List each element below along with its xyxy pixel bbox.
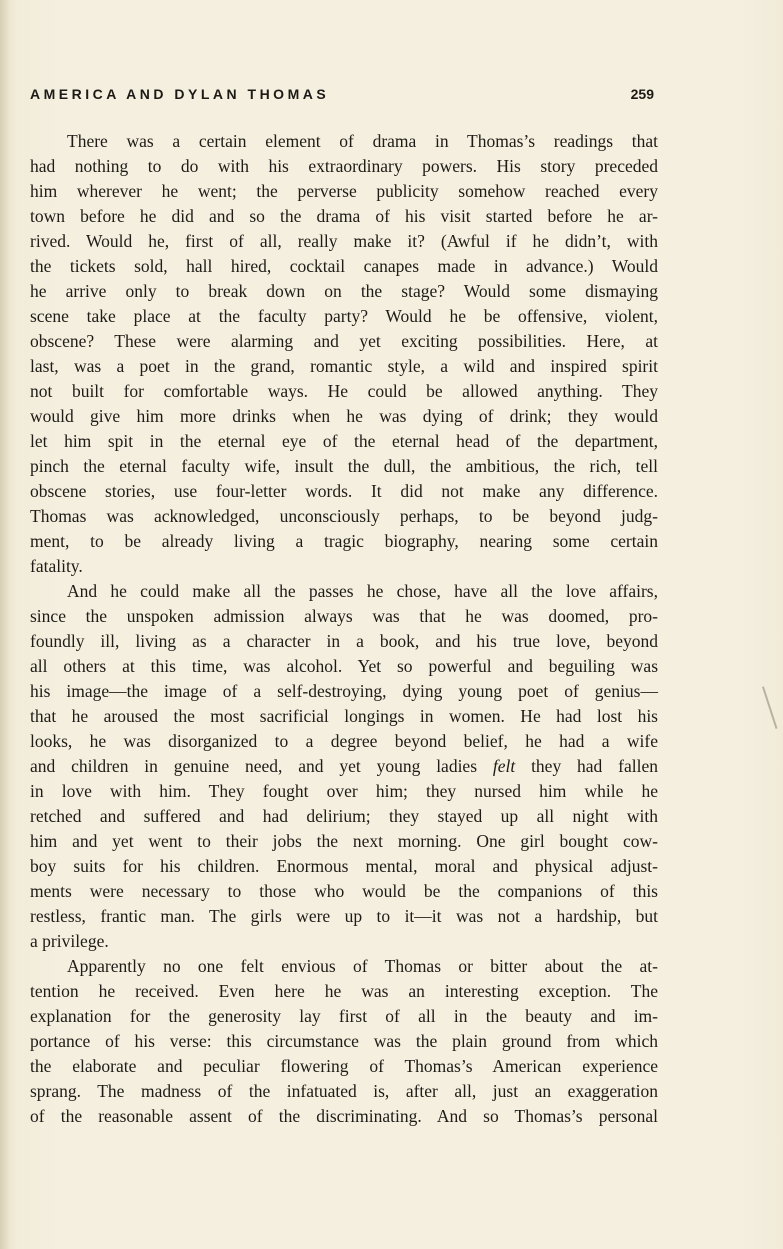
body-text xyxy=(30,129,658,1129)
emphasis-felt: felt xyxy=(492,756,516,776)
text-line: town before he did and so the drama of his visit started before he ar- xyxy=(30,206,658,226)
text-line: of the reasonable assent of the discriminating. And so Thomas’s personal xyxy=(30,1106,658,1126)
paragraph-2 xyxy=(30,579,658,954)
page-number: 259 xyxy=(630,86,654,102)
text-line: ments were necessary to those who would be the companions of this xyxy=(30,881,658,901)
text-line: foundly ill, living as a character in a book, and his true love, beyond xyxy=(30,631,658,651)
text-line: fatality. xyxy=(30,556,83,576)
text-line: looks, he was disorganized to a degree beyond belief, he had a wife xyxy=(30,731,658,751)
text-line: the tickets sold, hall hired, cocktail canapes made in advance.) Would xyxy=(30,256,658,276)
text-line: he arrive only to break down on the stage? Would some dismaying xyxy=(30,281,658,301)
text-line: obscene stories, use four-letter words. It did not make any difference. xyxy=(30,481,658,501)
text-line: restless, frantic man. The girls were up to it—it was not a hardship, but xyxy=(30,906,658,926)
text-line: scene take place at the faculty party? Would he be offensive, violent, xyxy=(30,306,658,326)
text-line: pinch the eternal faculty wife, insult the dull, the ambitious, the rich, tell xyxy=(30,456,658,476)
text-line: There was a certain element of drama in Thomas’s readings that xyxy=(67,131,658,151)
paragraph-1 xyxy=(30,129,658,579)
text-line: portance of his verse: this circumstance was the plain ground from which xyxy=(30,1031,658,1051)
text-line: the elaborate and peculiar flowering of Thomas’s American experience xyxy=(30,1056,658,1076)
text-line: let him spit in the eternal eye of the eternal head of the department, xyxy=(30,431,658,451)
text-line: in love with him. They fought over him; they nursed him while he xyxy=(30,781,658,801)
text-line: that he aroused the most sacrificial longings in women. He had lost his xyxy=(30,706,658,726)
stray-pencil-mark xyxy=(762,687,777,729)
text-line: and children in genuine need, and yet young ladies felt they had fallen xyxy=(30,756,658,776)
text-line: not built for comfortable ways. He could be allowed anything. They xyxy=(30,381,658,401)
text-line: since the unspoken admission always was that he was doomed, pro- xyxy=(30,606,658,626)
text-line: rived. Would he, first of all, really make it? (Awful if he didn’t, with xyxy=(30,231,658,251)
text-line: tention he received. Even here he was an interesting exception. The xyxy=(30,981,658,1001)
text-line: had nothing to do with his extraordinary powers. His story preceded xyxy=(30,156,658,176)
text-line: him wherever he went; the perverse publicity somehow reached every xyxy=(30,181,658,201)
text-line: would give him more drinks when he was dying of drink; they would xyxy=(30,406,658,426)
text-line: all others at this time, was alcohol. Yet so powerful and beguiling was xyxy=(30,656,658,676)
text-line: him and yet went to their jobs the next morning. One girl bought cow- xyxy=(30,831,658,851)
text-line: obscene? These were alarming and yet exciting possibilities. Here, at xyxy=(30,331,658,351)
text-line: retched and suffered and had delirium; they stayed up all night with xyxy=(30,806,658,826)
text-line: ment, to be already living a tragic biography, nearing some certain xyxy=(30,531,658,551)
running-head-title: AMERICA AND DYLAN THOMAS xyxy=(30,86,330,102)
text-line: his image—the image of a self-destroying, dying young poet of genius— xyxy=(30,681,658,701)
text-line: last, was a poet in the grand, romantic style, a wild and inspired spirit xyxy=(30,356,658,376)
text-line: explanation for the generosity lay first of all in the beauty and im- xyxy=(30,1006,658,1026)
paragraph-3 xyxy=(30,954,658,1129)
text-line: Thomas was acknowledged, unconsciously perhaps, to be beyond judg- xyxy=(30,506,658,526)
text-line: sprang. The madness of the infatuated is, after all, just an exaggeration xyxy=(30,1081,658,1101)
text-line: Apparently no one felt envious of Thomas or bitter about the at- xyxy=(67,956,658,976)
text-line: boy suits for his children. Enormous mental, moral and physical adjust- xyxy=(30,856,658,876)
binding-shadow xyxy=(0,0,10,1249)
running-head xyxy=(30,86,654,106)
text-line: a privilege. xyxy=(30,931,109,951)
text-line: And he could make all the passes he chose, have all the love affairs, xyxy=(67,581,658,601)
